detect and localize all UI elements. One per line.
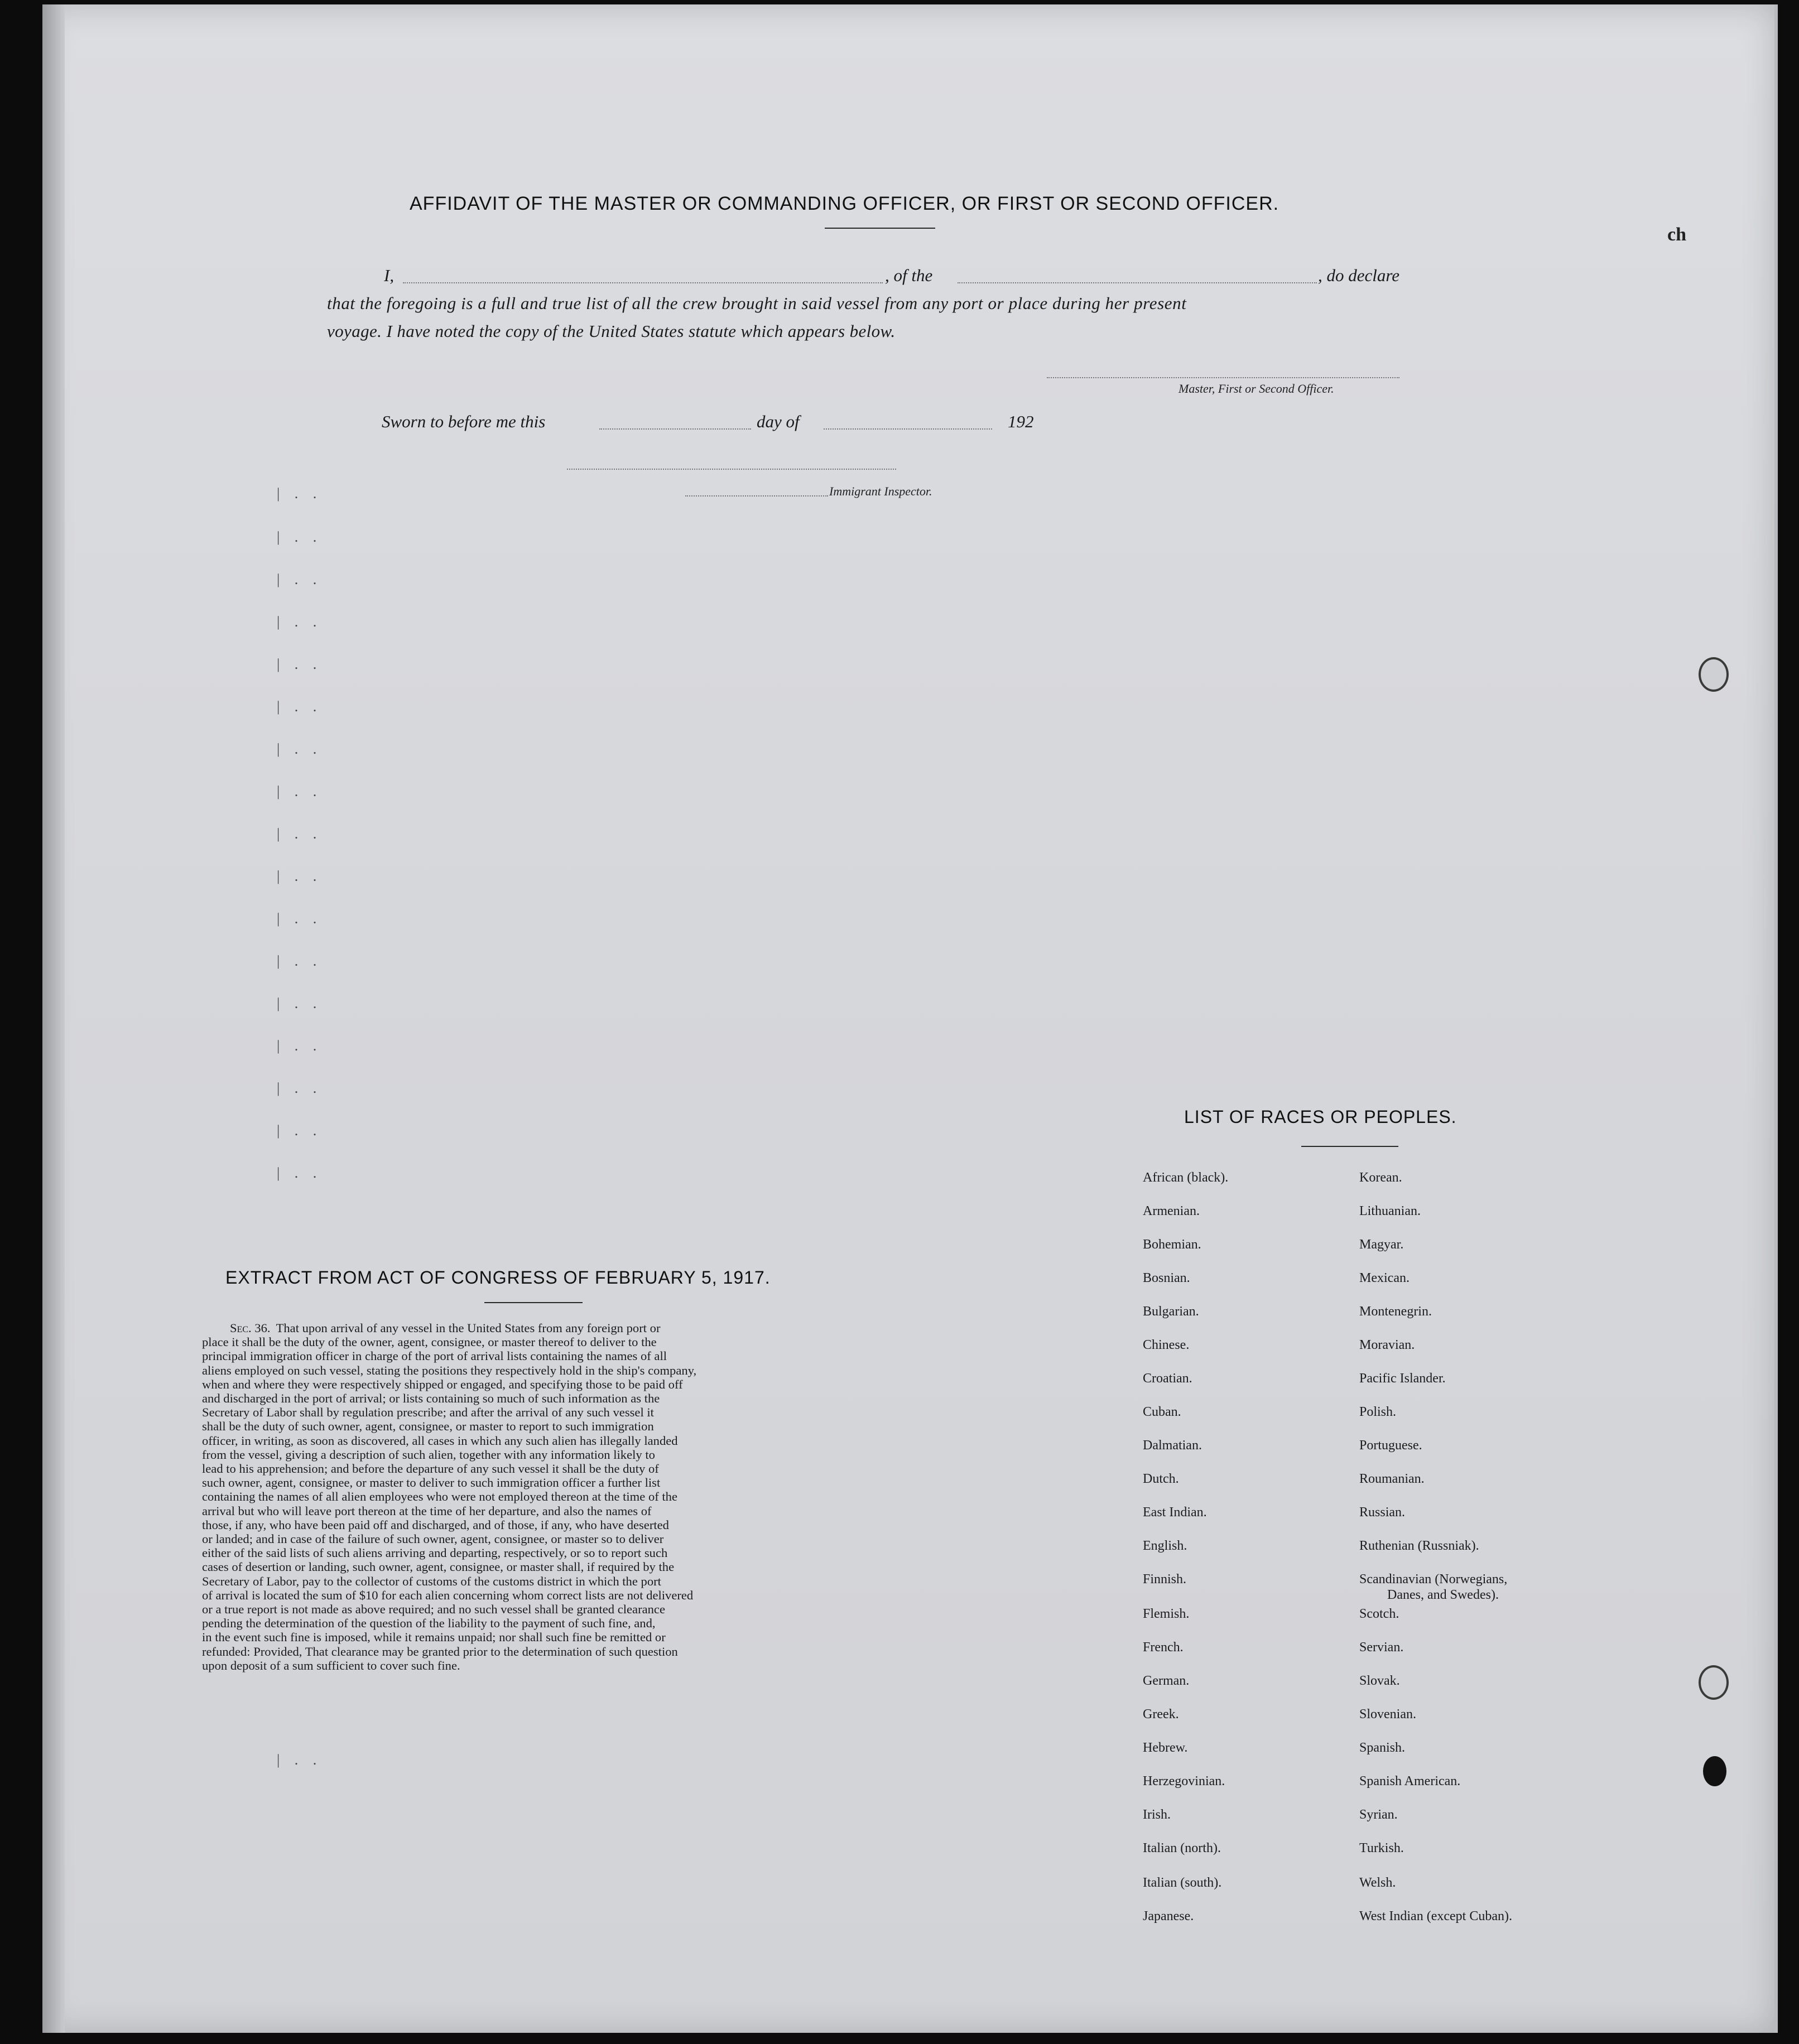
races-title-rule bbox=[1301, 1146, 1398, 1147]
inspector-signature-line-upper[interactable] bbox=[567, 469, 896, 470]
race-item: Bulgarian. bbox=[1143, 1304, 1199, 1319]
extract-body bbox=[202, 1321, 862, 1672]
ledger-tick-marks: | . . bbox=[277, 995, 323, 1011]
extract-line: in the event such fine is imposed, while it remains unpaid; nor shall such fine be remitted or bbox=[202, 1630, 666, 1645]
race-item: East Indian. bbox=[1143, 1505, 1207, 1520]
ledger-tick-marks: | . . bbox=[277, 953, 323, 969]
binder-hole bbox=[1699, 657, 1729, 692]
race-item: Pacific Islander. bbox=[1359, 1371, 1446, 1386]
race-item: Mexican. bbox=[1359, 1271, 1410, 1285]
extract-line: cases of desertion or landing, such owner, agent, consignee, or master shall, if required by the bbox=[202, 1560, 675, 1574]
race-item: Italian (south). bbox=[1143, 1876, 1222, 1890]
race-item: Slovenian. bbox=[1359, 1707, 1416, 1722]
race-item: Greek. bbox=[1143, 1707, 1179, 1722]
ledger-tick-marks: | . . bbox=[277, 529, 323, 545]
extract-line: of arrival is located the sum of $10 for each alien concerning whom correct lists are not delivered bbox=[202, 1588, 694, 1602]
ledger-tick-marks: | . . bbox=[277, 656, 323, 672]
affidavit-of-the-label: , of the bbox=[885, 266, 933, 285]
extract-line: such owner, agent, consignee, or master to deliver to such immigration officer a further list bbox=[202, 1476, 661, 1490]
race-item: Bohemian. bbox=[1143, 1237, 1201, 1252]
race-item: African (black). bbox=[1143, 1170, 1229, 1185]
race-item: Scandinavian (Norwegians, bbox=[1359, 1572, 1508, 1587]
race-item: Finnish. bbox=[1143, 1572, 1187, 1587]
affidavit-line-2: that the foregoing is a full and true list of all the crew brought in said vessel from any port or place during her present bbox=[327, 293, 1187, 313]
race-item: Ruthenian (Russniak). bbox=[1359, 1539, 1479, 1553]
ledger-tick-marks: | . . bbox=[277, 826, 323, 842]
race-item: Turkish. bbox=[1359, 1841, 1404, 1855]
race-item: West Indian (except Cuban). bbox=[1359, 1909, 1512, 1924]
race-item: Korean. bbox=[1359, 1170, 1402, 1185]
ledger-tick-marks: | . . bbox=[277, 741, 323, 757]
extract-line: upon deposit of a sum sufficient to cover such fine. bbox=[202, 1658, 460, 1672]
race-item: Chinese. bbox=[1143, 1338, 1190, 1352]
extract-line: or a true report is not made as above required; and no such vessel shall be granted clearance bbox=[202, 1602, 665, 1617]
sec-label: Sec. 36. bbox=[230, 1321, 271, 1335]
race-item: Herzegovinian. bbox=[1143, 1774, 1225, 1788]
race-item: Roumanian. bbox=[1359, 1472, 1425, 1486]
race-item: Dutch. bbox=[1143, 1472, 1179, 1486]
race-item: Servian. bbox=[1359, 1640, 1404, 1655]
ledger-tick-marks: | . . bbox=[277, 485, 323, 502]
race-item: Moravian. bbox=[1359, 1338, 1415, 1352]
race-item: Polish. bbox=[1359, 1405, 1397, 1419]
ledger-tick-marks: | . . bbox=[277, 698, 323, 715]
extract-line: shall be the duty of such owner, agent, consignee, or master to report to such immigration bbox=[202, 1419, 654, 1434]
extract-line: Sec. 36. That upon arrival of any vessel in the United States from any foreign port or bbox=[230, 1321, 661, 1335]
race-item: Welsh. bbox=[1359, 1876, 1396, 1890]
race-item: Dalmatian. bbox=[1143, 1438, 1202, 1453]
race-item: Montenegrin. bbox=[1359, 1304, 1432, 1319]
extract-line: from the vessel, giving a description of such alien, together with any information likely to bbox=[202, 1447, 655, 1462]
race-item: Spanish. bbox=[1359, 1741, 1406, 1755]
officer-signature-field[interactable] bbox=[1047, 377, 1399, 378]
officer-caption: Master, First or Second Officer. bbox=[1179, 382, 1334, 396]
race-item: Syrian. bbox=[1359, 1807, 1398, 1822]
ledger-tick-marks: | . . bbox=[277, 1752, 323, 1768]
extract-line: principal immigration officer in charge of the port of arrival lists containing the names of all bbox=[202, 1349, 667, 1363]
race-item: English. bbox=[1143, 1539, 1187, 1553]
extract-line: or landed; and in case of the failure of such owner, agent, consignee, or master so to deliver bbox=[202, 1532, 664, 1546]
race-item: Scotch. bbox=[1359, 1607, 1399, 1621]
race-item: Russian. bbox=[1359, 1505, 1406, 1520]
sheet-left-edge bbox=[42, 4, 65, 2033]
race-item: Irish. bbox=[1143, 1807, 1171, 1822]
extract-line: those, if any, who have been paid off and discharged, and of those, if any, who have deserted bbox=[202, 1517, 669, 1532]
race-item: Magyar. bbox=[1359, 1237, 1404, 1252]
extract-line: either of the said lists of such aliens arriving and departing, respectively, or so to report such bbox=[202, 1546, 668, 1560]
vessel-name-field[interactable] bbox=[958, 282, 1317, 283]
race-item: Italian (north). bbox=[1143, 1841, 1221, 1855]
extract-line: pending the determination of the question of the liability to the payment of such fine, and, bbox=[202, 1616, 656, 1631]
race-item: Armenian. bbox=[1143, 1204, 1200, 1218]
extract-line: arrival but who will leave port thereon at the time of her departure, and also the names of bbox=[202, 1503, 652, 1518]
extract-line: place it shall be the duty of the owner, agent, consignee, or master thereof to deliver to the bbox=[202, 1335, 657, 1349]
ledger-tick-marks: | . . bbox=[277, 783, 323, 799]
extract-line: and discharged in the port of arrival; or lists containing so much of such information as the bbox=[202, 1391, 660, 1406]
sworn-day-field[interactable] bbox=[599, 428, 751, 430]
race-item: Hebrew. bbox=[1143, 1741, 1188, 1755]
binder-hole bbox=[1699, 1665, 1729, 1700]
affidavit-title: AFFIDAVIT OF THE MASTER OR COMMANDING OFFICER, OR FIRST OR SECOND OFFICER. bbox=[410, 193, 1279, 214]
sworn-year-label: 192 bbox=[1008, 412, 1034, 431]
extract-title: EXTRACT FROM ACT OF CONGRESS OF FEBRUARY 5, 1917. bbox=[225, 1267, 771, 1288]
race-item: Lithuanian. bbox=[1359, 1204, 1421, 1218]
race-item: Spanish American. bbox=[1359, 1774, 1461, 1788]
race-item: Cuban. bbox=[1143, 1405, 1181, 1419]
extract-line: Secretary of Labor, pay to the collector of customs of the customs district in which the port bbox=[202, 1574, 661, 1588]
ledger-tick-marks: | . . bbox=[277, 1165, 323, 1181]
extract-line: lead to his apprehension; and before the departure of any such vessel it shall be the duty of bbox=[202, 1462, 659, 1476]
day-of-label: day of bbox=[757, 412, 800, 431]
race-item: Portuguese. bbox=[1359, 1438, 1422, 1453]
extract-line: officer, in writing, as soon as discovered, all cases in which any such alien has illegally landed bbox=[202, 1433, 678, 1448]
ledger-tick-marks: | . . bbox=[277, 1080, 323, 1096]
extract-line: refunded: Provided, That clearance may be granted prior to the determination of such question bbox=[202, 1644, 678, 1659]
affidavit-i-label: I, bbox=[384, 266, 395, 285]
ledger-tick-marks: | . . bbox=[277, 1038, 323, 1054]
master-name-field[interactable] bbox=[403, 282, 883, 283]
race-item: Bosnian. bbox=[1143, 1271, 1190, 1285]
sworn-month-field[interactable] bbox=[824, 428, 992, 430]
ledger-tick-marks: | . . bbox=[277, 1122, 323, 1139]
race-item: Danes, and Swedes). bbox=[1387, 1588, 1499, 1602]
extract-line: Secretary of Labor shall by regulation prescribe; and after the arrival of any such vessel it bbox=[202, 1405, 654, 1420]
extract-title-rule bbox=[484, 1302, 583, 1303]
ledger-tick-marks: | . . bbox=[277, 910, 323, 927]
ledger-tick-marks: | . . bbox=[277, 614, 323, 630]
ledger-tick-marks: | . . bbox=[277, 571, 323, 587]
inspector-caption: Immigrant Inspector. bbox=[829, 484, 932, 498]
inspector-signature-field[interactable] bbox=[685, 495, 828, 496]
races-title: LIST OF RACES OR PEOPLES. bbox=[1184, 1107, 1457, 1127]
affidavit-title-rule bbox=[825, 228, 935, 229]
race-item: Slovak. bbox=[1359, 1674, 1400, 1688]
ledger-tick-marks: | . . bbox=[277, 868, 323, 884]
extract-line: containing the names of all alien employees who were not employed thereon at the time of the bbox=[202, 1489, 678, 1504]
race-item: German. bbox=[1143, 1674, 1190, 1688]
sworn-label: Sworn to before me this bbox=[382, 412, 546, 431]
race-item: Croatian. bbox=[1143, 1371, 1192, 1386]
race-item: Japanese. bbox=[1143, 1909, 1194, 1924]
race-item: Flemish. bbox=[1143, 1607, 1190, 1621]
affidavit-line-3: voyage. I have noted the copy of the United States statute which appears below. bbox=[327, 321, 896, 341]
affidavit-declare-label: , do declare bbox=[1318, 266, 1400, 285]
extract-line: when and where they were respectively shipped or engaged, and specifying those to be paid off bbox=[202, 1377, 683, 1391]
race-item: French. bbox=[1143, 1640, 1184, 1655]
binder-hole bbox=[1703, 1756, 1726, 1786]
extract-line: aliens employed on such vessel, stating the positions they respectively hold in the ship's company, bbox=[202, 1363, 697, 1377]
margin-mark: ch bbox=[1667, 224, 1686, 245]
